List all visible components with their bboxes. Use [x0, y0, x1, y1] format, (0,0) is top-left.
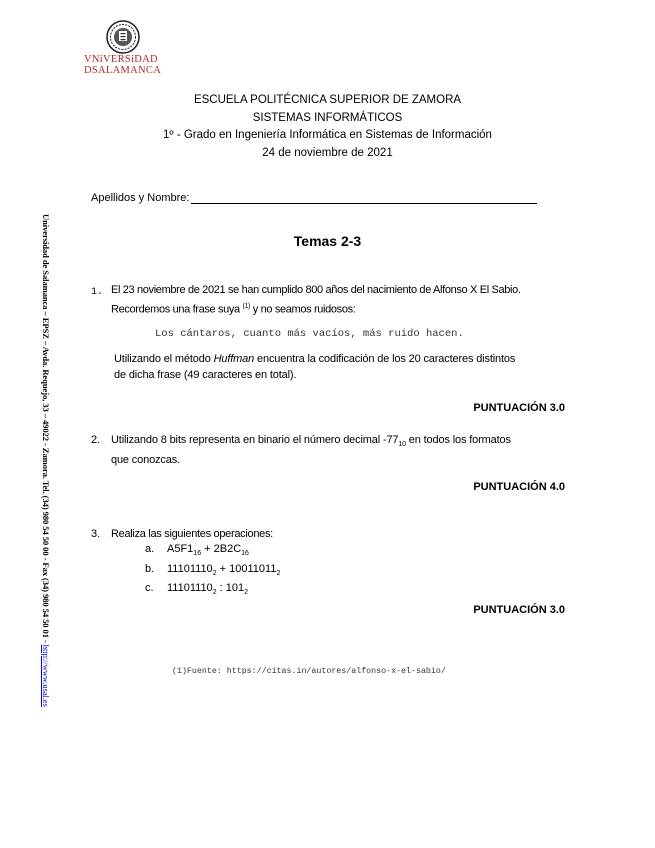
logo-line-2: DSALAMANCA	[84, 65, 162, 76]
q1-score: PUNTUACIÓN 3.0	[473, 402, 565, 414]
sidebar-address	[37, 214, 53, 764]
sidebar-address-text: Universidad de Salamanca – EPSZ – Avda. Requejo, 33 – 49022 - Zamora. Tel. (34) 980 54 50 00 - Fax (34) 980 54 50 01 -	[41, 214, 51, 645]
q3-intro: Realiza las siguientes operaciones:	[111, 528, 273, 540]
q1-instruction-line-2: de dicha frase (49 caracteres en total).	[114, 368, 297, 381]
q1-line-1: El 23 noviembre de 2021 se han cumplido 800 años del nacimiento de Alfonso X El Sabio.	[111, 284, 521, 296]
footnote: (1)Fuente: https://citas.in/autores/alfonso-x-el-sabio/	[172, 667, 446, 676]
school-name: ESCUELA POLITÉCNICA SUPERIOR DE ZAMORA	[193, 94, 462, 106]
q2-score: PUNTUACIÓN 4.0	[473, 481, 565, 493]
q3-item-b: b. $11101110_2 + 10011011_2$	[145, 562, 281, 577]
degree-name: 1º - Grado en Ingeniería Informática en Sistemas de Información	[163, 129, 492, 141]
q1-number: 1.	[91, 287, 104, 298]
exam-title: Temas 2-3	[293, 233, 362, 249]
q1-instructions	[114, 352, 584, 383]
university-logo	[84, 20, 162, 76]
exam-date: 24 de noviembre de 2021	[262, 146, 393, 159]
question-2	[111, 433, 581, 468]
subject-name: SISTEMAS INFORMÁTICOS	[252, 111, 403, 124]
q3-item-a: a. $A5F1_{16} + 2B2C_{16}$	[145, 543, 249, 558]
q1-footnote-ref: (1)	[242, 302, 251, 310]
logo-line-1: VNiVERSiDAD	[84, 54, 158, 65]
sidebar-website-link[interactable]: http://www.usal.es	[41, 644, 51, 707]
q3-number: 3.	[91, 528, 101, 540]
question-1	[111, 283, 581, 318]
university-seal-icon	[106, 20, 140, 54]
q3-score: PUNTUACIÓN 3.0	[473, 604, 565, 616]
name-label: Apellidos y Nombre:	[91, 192, 190, 204]
name-row	[91, 192, 537, 204]
name-field-line[interactable]	[191, 193, 537, 204]
q1-instruction-line-1: Utilizando el método Huffman encuentra la codificación de los 20 caracteres distintos	[114, 353, 516, 365]
q1-line-2: Recordemos una frase suya $^{(1)}$ y no seamos ruidosos:	[111, 302, 356, 316]
q2-number: 2.	[91, 434, 101, 446]
q3-items	[145, 542, 280, 601]
q2-line-1: Utilizando 8 bits representa en binario el número decimal $-77_{10}$ en todos los formatos	[111, 434, 511, 449]
document-header	[0, 92, 655, 162]
q3-item-c: c. $11101110_2$ : $101_2$	[145, 582, 249, 597]
q1-quote: Los cántaros, cuanto más vacíos, más ruido hacen.	[155, 328, 464, 340]
q2-line-2: que conozcas.	[111, 453, 180, 466]
